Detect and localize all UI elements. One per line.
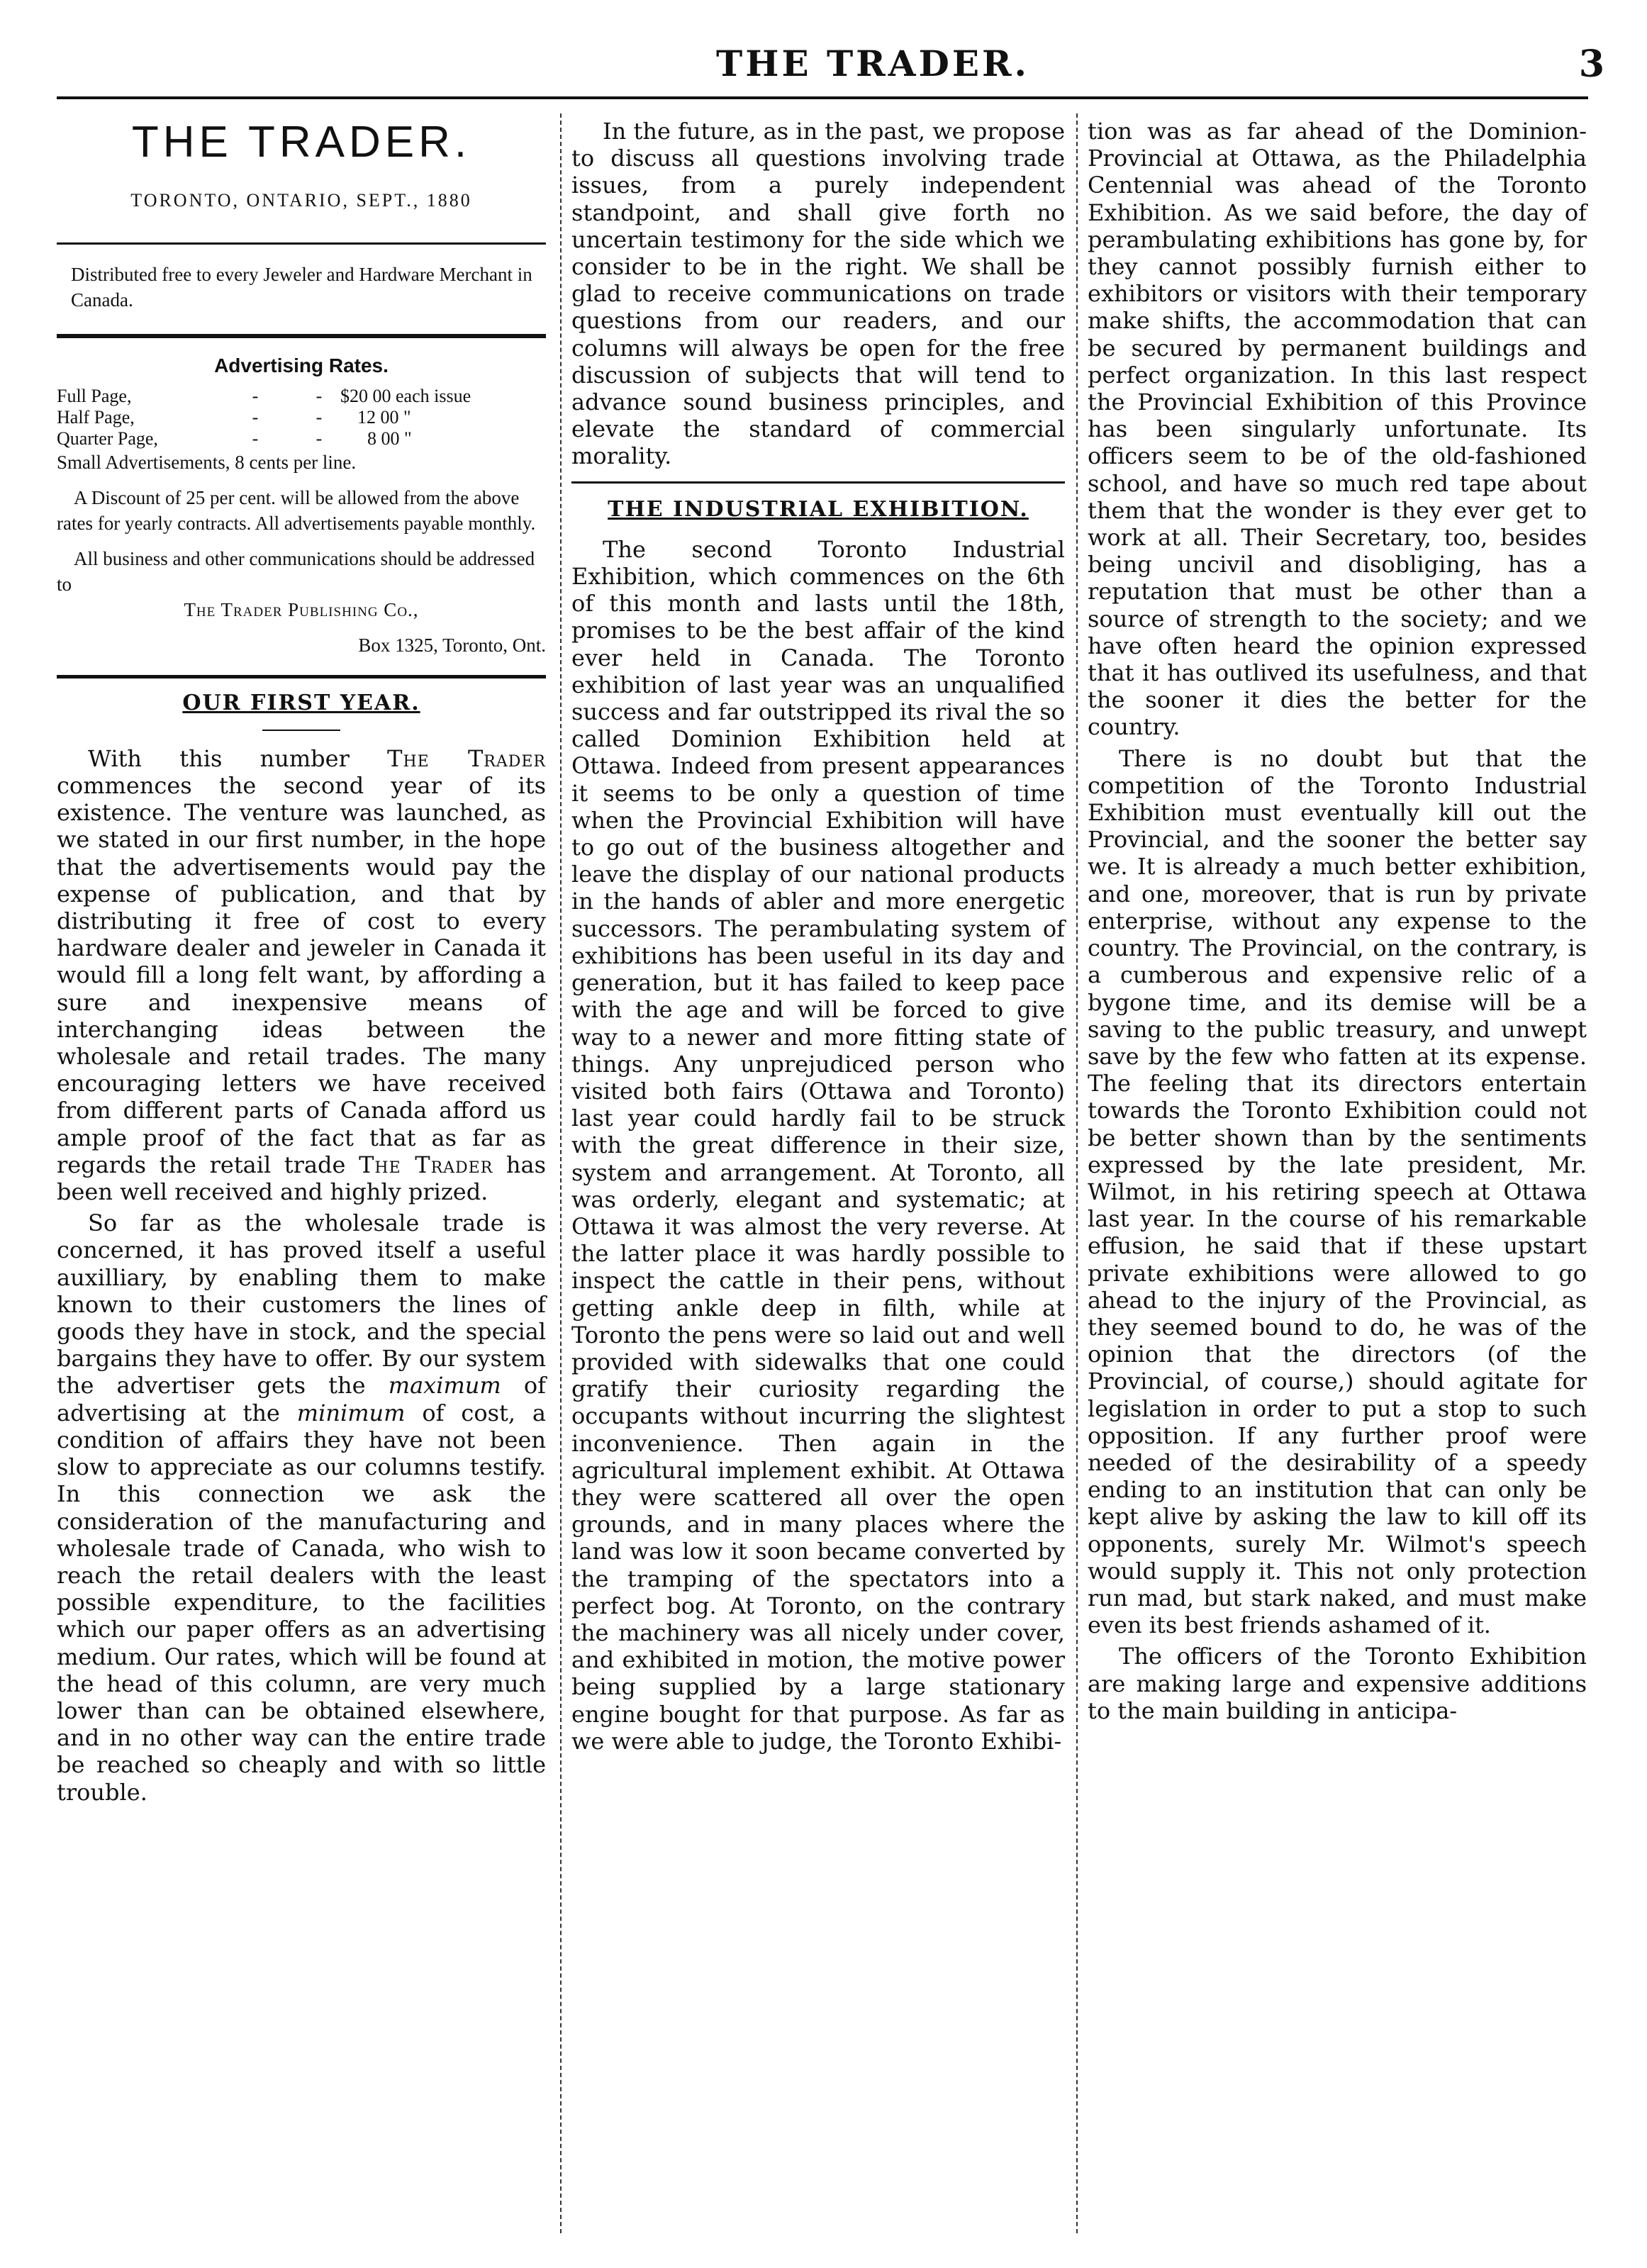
col3-paragraph-2: There is no doubt but that the competition of the Toronto Industrial Exhibition must eventually kill out the Provincial, and the sooner the better say we. It is already a much better exhibition, and one, moreover, that is run by private enterprise, without any expense to the country. The Provincial, on the contrary, is a cumberous and expensive relic of a bygone time, and its demise will be a saving to the public treasury, and unwept save by the few who fatten at its expense. The feeling that its directors entertain towards the Toronto Exhibition could not be better shown than by the sentiments expressed by the late president, Mr. Wilmot, in his retiring speech at Ottawa last year. In the course of his remarkable effusion, he said that if these upstart private exhibitions were allowed to go ahead to the injury of the Provincial, as they seemed bound to do, he was of the opinion that the directors (of the Provincial, of course,) should agitate for legislation in order to put a stop to such opposition. If any further proof were needed of the desirability of a speedy ending to an institution that can only be kept alive by asking the law to kill off its opponents, surely Mr. Wilmot's speech would supply it. This not only protection run mad, but stark naked, and must make even its best friends ashamed of it. — [1088, 744, 1587, 1639]
discount-note: A Discount of 25 per cent. will be allowed from the above rates for yearly contracts. All advertisements payable monthly. — [57, 486, 536, 534]
masthead-title: THE TRADER. — [131, 118, 471, 167]
section-rule — [57, 675, 546, 678]
exhibition-heading: THE INDUSTRIAL EXHIBITION. — [608, 496, 1029, 522]
heading-rule — [262, 730, 340, 731]
col3-paragraph-1: tion was as far ahead of the Dominion-Provincial at Ottawa, as the Philadelphia Centennial was ahead of the Toronto Exhibition. As we said before, the day of perambulating exhibitions has gone by, for they cannot possibly furnish either to exhibitors or visitors with their temporary make shifts, the accommodation that can be secured by permanent buildings and perfect organization. In this last respect the Provincial Exhibition of this Province has been singularly unfortunate. Its officers seem to be of the old-fashioned school, and have so much red tape about them that the wonder is they ever get to work at all. Their Secretary, too, besides being uncivil and disobliging, has a reputation that must be other than a source of strength to the society; and we have often heard the opinion expressed that it has outlived its usefulness, and that the sooner it dies the better for the country. — [1088, 118, 1587, 741]
distribution-note: Distributed free to every Jeweler and Hardware Merchant in Canada. — [71, 264, 532, 311]
rate-price: $20 00 each issue — [340, 385, 471, 406]
address-note: All business and other communications should be addressed to — [57, 547, 535, 595]
column-separator-1 — [560, 113, 562, 2233]
running-head-title: THE TRADER. — [716, 43, 1029, 84]
first-year-heading: OUR FIRST YEAR. — [182, 690, 420, 715]
rate-name: Quarter Page, — [57, 428, 158, 449]
first-year-paragraph-1: With this number The Trader commences the second year of its existence. The venture was launched, as we stated in our first number, in the hope that the advertisements would pay the expense of publication, and that by distributing it free of cost to every hardware dealer and jeweler in Canada it would fill a long felt want, by affording a sure and inexpensive means of interchanging ideas between the wholesale and retail trades. The many encouraging letters we have received from different parts of Canada afford us ample proof of the fact that as far as regards the retail trade The Trader has been well received and highly prized. — [57, 744, 547, 1206]
col2-paragraph-1: In the future, as in the past, we propose to discuss all questions involving trade issues, from a purely independent standpoint, and shall give forth no uncertain testimony for the side which we consider to be in the right. We shall be glad to receive communications on trade questions from our readers, and our columns will always be open for the free discussion of subjects that will tend to advance sound business principles, and elevate the standard of commercial morality. — [571, 118, 1065, 470]
rate-price: 8 00 " — [367, 428, 412, 449]
page-number: 3 — [1578, 43, 1604, 86]
column-1 — [57, 113, 546, 1806]
col2-paragraph-2: The second Toronto Industrial Exhibition, which commences on the 6th of this month and lasts until the 18th, promises to be the best affair of the kind ever held in Canada. The Toronto exhibition of last year was an unqualified success and far outstripped its rival the so called Dominion Exhibition held at Ottawa. Indeed from present appearances it seems to be only a question of time when the Provincial Exhibition will have to go out of the business altogether and leave the display of our national products in the hands of abler and more energetic successors. The perambulating system of exhibitions has been useful in its day and generation, but it has failed to keep pace with the age and will be forced to give way to a newer and more fitting state of things. Any unprejudiced person who visited both fairs (Ottawa and Toronto) last year could hardly fail to be struck with the great difference in their size, system and arrangement. At Toronto, all was orderly, elegant and systematic; at Ottawa it was almost the very reverse. At the latter place it was hardly possible to inspect the cattle in their pens, without getting ankle deep in filth, while at Toronto the pens were so laid out and well provided with sidewalks that one could gratify their curiosity regarding the occupants without incurring the slightest inconvenience. Then again in the agricultural implement exhibit. At Ottawa they were scattered all over the open grounds, and in many places where the land was low it soon became converted by the tramping of the spectators into a perfect bog. At Toronto, on the contrary the machinery was all nicely under cover, and exhibited in motion, the motive power being supplied by a large stationary engine bought for that purpose. As far as we were able to judge, the Toronto Exhibi- — [571, 535, 1065, 1755]
publisher-name: The Trader Publishing Co., — [184, 598, 419, 620]
rate-price: 12 00 " — [357, 406, 411, 428]
rate-row: Full Page, - - $20 00 each issue — [57, 386, 546, 407]
header-rule — [57, 96, 1588, 99]
section-rule — [571, 481, 1065, 484]
rate-row: Half Page, - - 12 00 " — [57, 407, 546, 428]
rates-heading: Advertising Rates. — [214, 354, 389, 377]
publisher-box: Box 1325, Toronto, Ont. — [358, 634, 546, 656]
first-year-paragraph-2: So far as the wholesale trade is concerned, it has proved itself a useful auxilliary, by enabling them to make known to their customers the lines of goods they have in stock, and the special bargains they have to offer. By our system the advertiser gets the maximum of advertising at the minimum of cost, a condition of affairs they have not been slow to appreciate as our columns testify. In this connection we ask the consideration of the manufacturing and wholesale trade of Canada, who wish to reach the retail dealers with the least possible expenditure, to the facilities which our paper offers as an advertising medium. Our rates, which will be found at the head of this column, are very much lower than can be obtained elsewhere, and in no other way can the entire trade be reached so cheaply and with so little trouble. — [57, 1210, 547, 1806]
column-separator-2 — [1076, 113, 1078, 2233]
small-ads-rate: Small Advertisements, 8 cents per line. — [57, 451, 357, 473]
rate-name: Half Page, — [57, 406, 135, 428]
rate-row: Quarter Page, - - 8 00 " — [57, 428, 546, 449]
rate-name: Full Page, — [57, 385, 132, 406]
rates-rule — [57, 334, 546, 338]
column-2 — [571, 118, 1065, 1755]
masthead-rule — [57, 242, 546, 245]
column-3 — [1088, 118, 1587, 1724]
col3-paragraph-3: The officers of the Toronto Exhibition are making large and expensive additions to the main building in anticipa- — [1088, 1643, 1587, 1724]
masthead-place-date: TORONTO, ONTARIO, SEPT., 1880 — [130, 190, 472, 211]
